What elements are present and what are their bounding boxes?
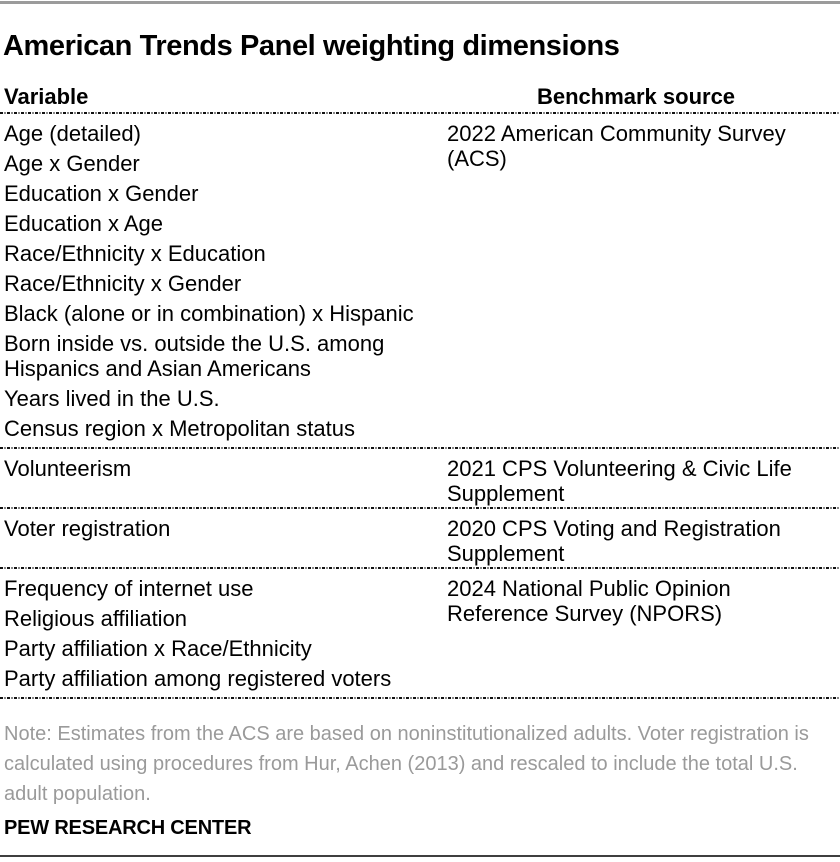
variable-column	[4, 516, 447, 566]
variable-column	[4, 456, 447, 506]
variable-cell: Voter registration	[4, 516, 171, 542]
table-body	[0, 114, 840, 699]
benchmark-source-cell: 2021 CPS Volunteering & Civic Life Supplement	[447, 456, 792, 507]
top-rule	[0, 1, 840, 4]
variable-cell: Age (detailed)	[4, 121, 141, 147]
variable-cell: Party affiliation among registered voters	[4, 666, 392, 692]
benchmark-source-cell: 2022 American Community Survey (ACS)	[447, 121, 786, 172]
variable-cell: Years lived in the U.S.	[4, 386, 220, 412]
variable-cell: Born inside vs. outside the U.S. among Hispanics and Asian Americans	[4, 331, 385, 382]
variable-cell: Religious affiliation	[4, 606, 188, 632]
figure-title: American Trends Panel weighting dimensions	[3, 30, 620, 62]
note-text: Note: Estimates from the ACS are based on noninstitutionalized adults. Voter registration is calculated using procedures from Hur, Achen (2013) and rescaled to include the total U.S. adult population.	[4, 723, 809, 806]
variable-cell: Census region x Metropolitan status	[4, 416, 355, 442]
variable-cell: Race/Ethnicity x Gender	[4, 271, 242, 297]
bottom-rule	[0, 855, 840, 857]
table-section-row	[0, 569, 840, 697]
variable-cell: Education x Age	[4, 211, 164, 237]
table-section-row	[0, 509, 840, 567]
variable-cell: Race/Ethnicity x Education	[4, 241, 266, 267]
variable-cell: Frequency of internet use	[4, 576, 254, 602]
benchmark-source-cell: 2024 National Public Opinion Reference Survey (NPORS)	[447, 576, 731, 627]
variable-cell: Black (alone or in combination) x Hispanic	[4, 301, 414, 327]
variable-column	[4, 121, 447, 446]
column-header-variable: Variable	[4, 84, 89, 110]
variable-cell: Education x Gender	[4, 181, 199, 207]
variable-cell: Age x Gender	[4, 151, 140, 177]
benchmark-source-cell: 2020 CPS Voting and Registration Supplement	[447, 516, 781, 567]
table-section-row	[0, 114, 840, 447]
variable-cell: Volunteerism	[4, 456, 132, 482]
variable-column	[4, 576, 447, 696]
variable-cell: Party affiliation x Race/Ethnicity	[4, 636, 312, 662]
table-header-row	[0, 85, 840, 109]
table-section-row	[0, 449, 840, 507]
footer-brand: PEW RESEARCH CENTER	[4, 817, 252, 840]
column-header-benchmark-source: Benchmark source	[536, 84, 736, 110]
section-divider	[0, 697, 840, 699]
